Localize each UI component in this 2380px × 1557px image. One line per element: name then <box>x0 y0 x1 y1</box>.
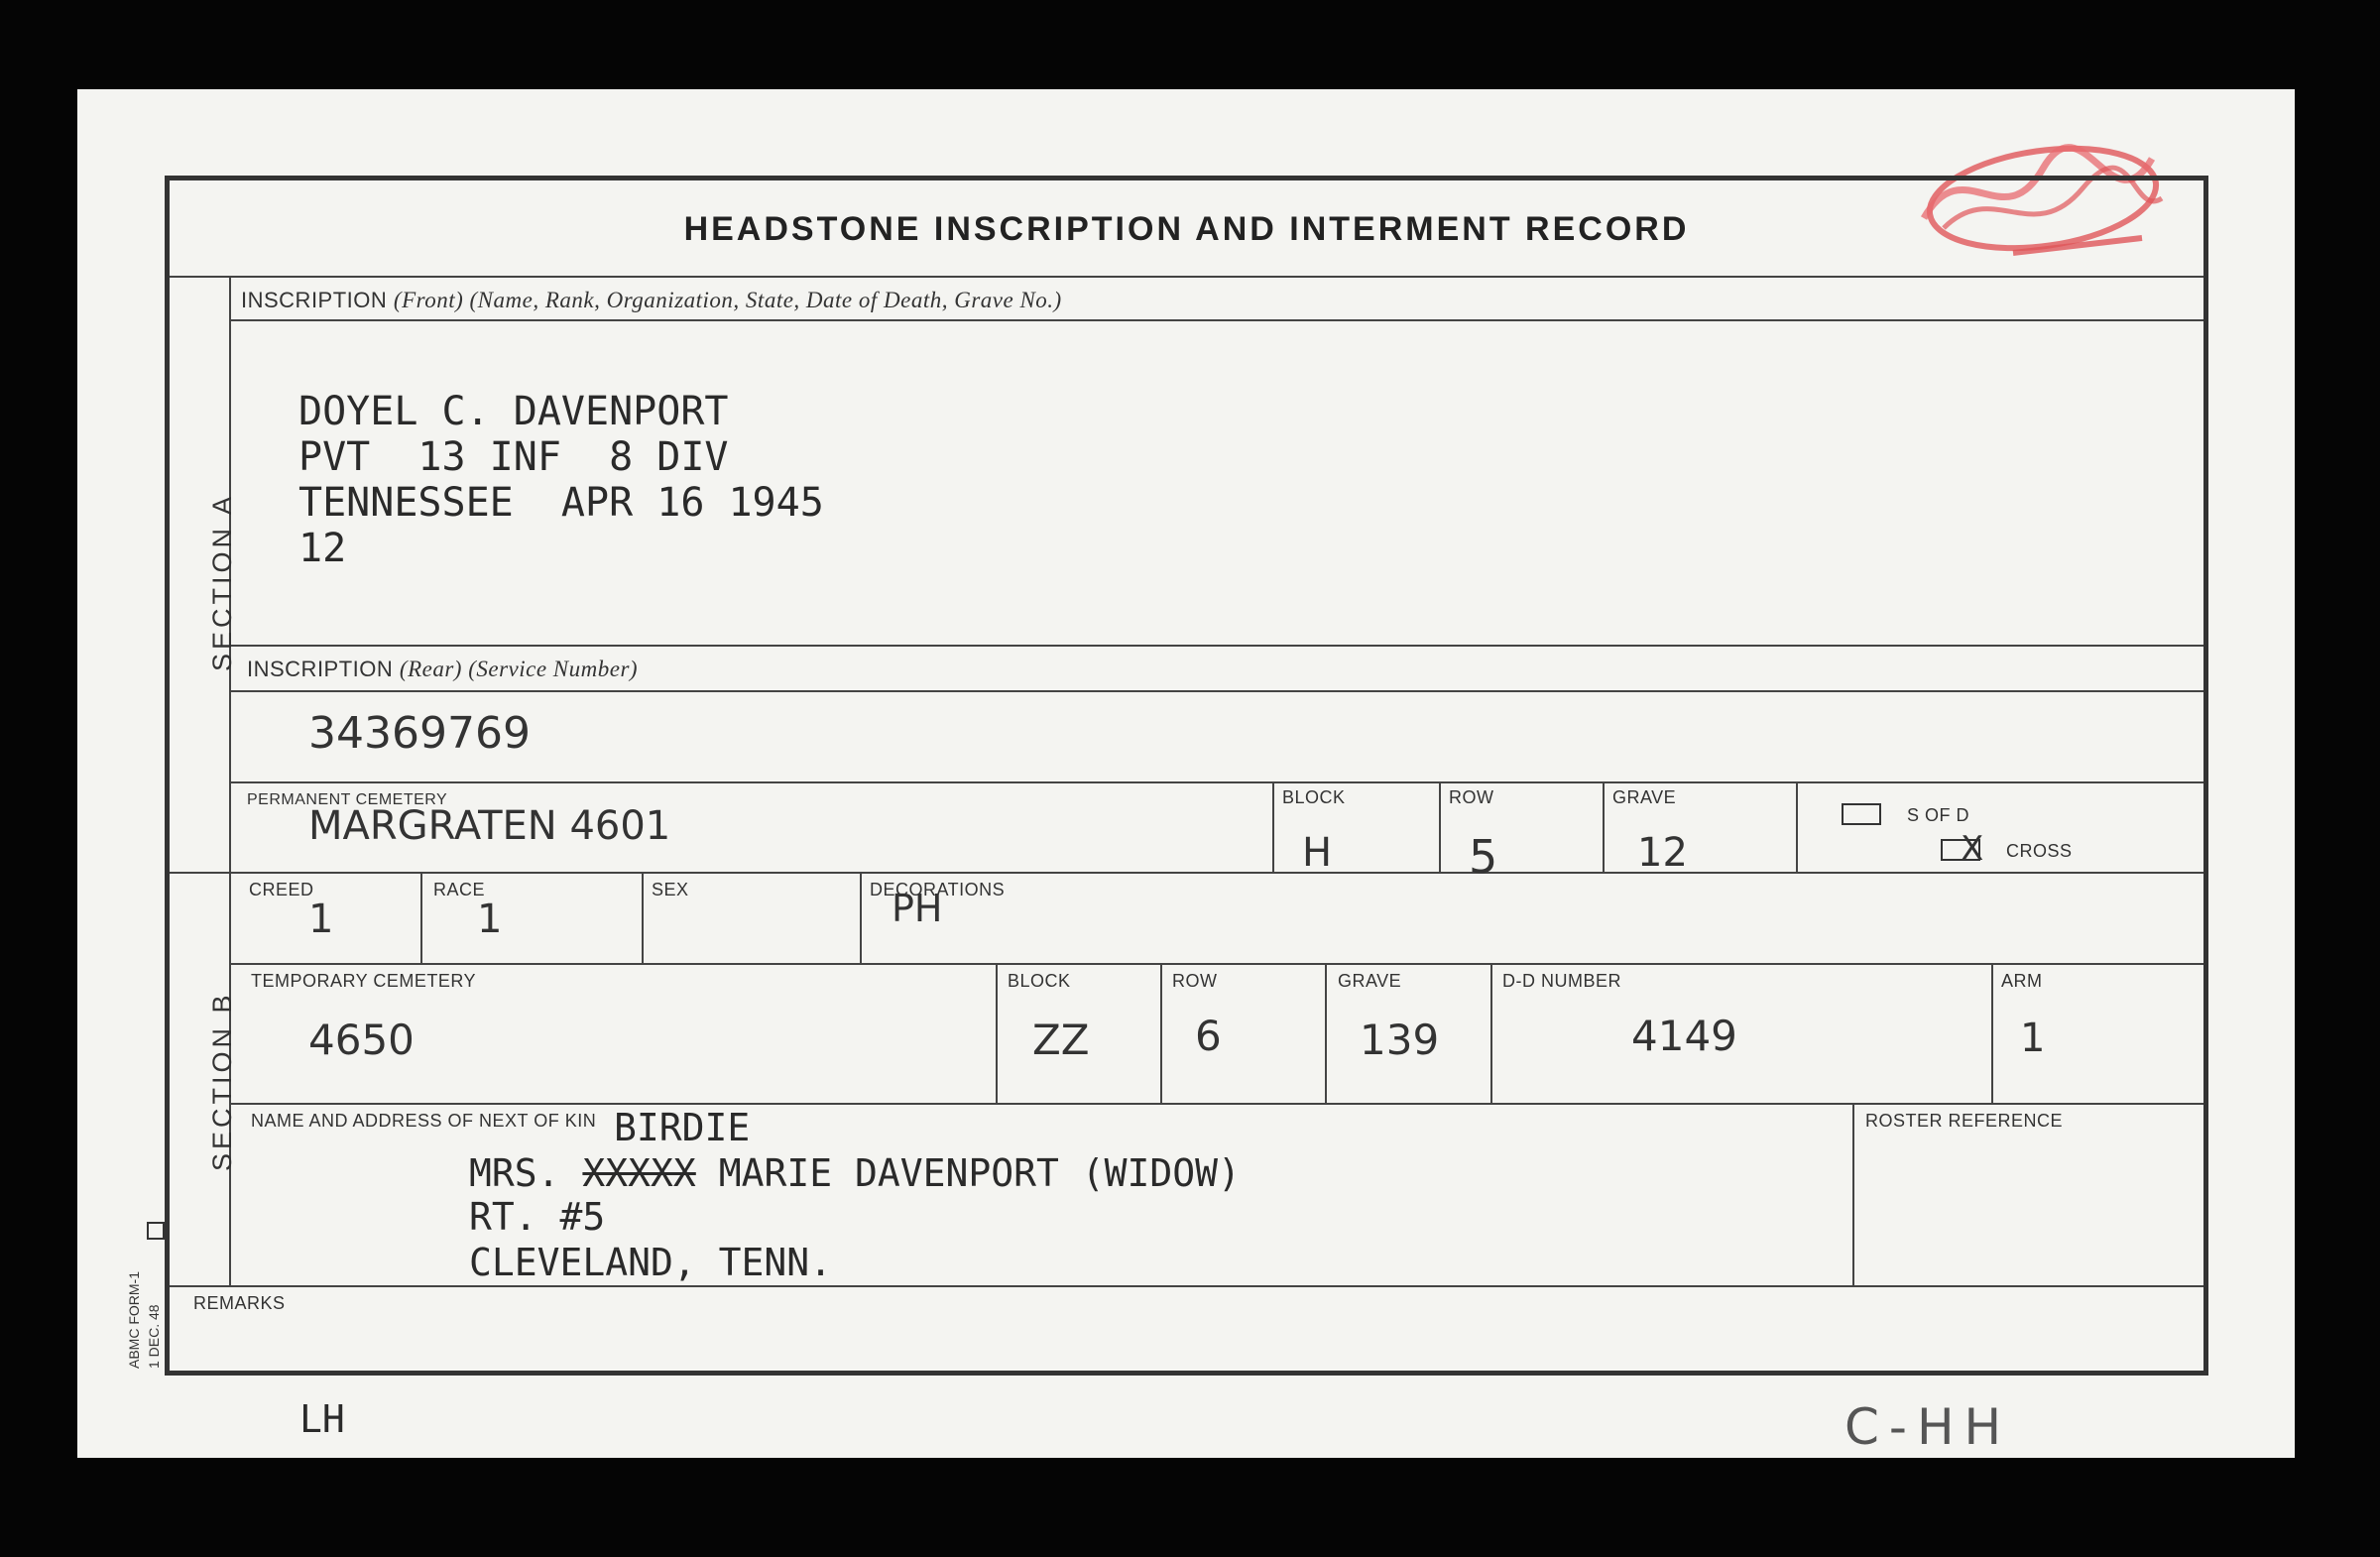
row-label: ROW <box>1449 787 1494 807</box>
s-of-d-checkbox[interactable] <box>1842 803 1881 825</box>
inscription-line-1: DOYEL C. DAVENPORT <box>298 389 729 434</box>
inscription-rear-label: INSCRIPTION (Rear) (Service Number) <box>247 657 639 681</box>
race-value: 1 <box>477 897 503 942</box>
creed-value: 1 <box>308 897 334 942</box>
kin-name-correction: BIRDIE <box>614 1106 751 1149</box>
inscription-line-4: 12 <box>298 526 347 571</box>
creed-label: CREED <box>249 880 314 899</box>
form-date: 1 DEC. 48 <box>146 1304 162 1369</box>
inscription-line-3: TENNESSEE APR 16 1945 <box>298 480 824 526</box>
temp-row-value: 6 <box>1195 1012 1222 1060</box>
kin-line-1: MRS. XXXXX MARIE DAVENPORT (WIDOW) <box>469 1151 1241 1195</box>
kin-line-3: CLEVELAND, TENN. <box>469 1241 833 1284</box>
cross-label: CROSS <box>2006 841 2073 861</box>
arm-value: 1 <box>2020 1016 2046 1061</box>
remarks-label: REMARKS <box>193 1293 286 1313</box>
decorations-label: DECORATIONS <box>870 880 1006 899</box>
temp-block-label: BLOCK <box>1008 971 1071 991</box>
inscription-front-label: INSCRIPTION (Front) (Name, Rank, Organization, State, Date of Death, Grave No.) <box>241 288 1062 312</box>
temp-block-value: ZZ <box>1032 1016 1090 1064</box>
temp-grave-value: 139 <box>1360 1016 1440 1064</box>
block-label: BLOCK <box>1282 787 1346 807</box>
grave-value: 12 <box>1637 830 1688 876</box>
service-number: 34369769 <box>308 708 531 759</box>
roster-reference-label: ROSTER REFERENCE <box>1865 1111 2064 1131</box>
permanent-cemetery-value: MARGRATEN 4601 <box>308 803 671 849</box>
temp-row-label: ROW <box>1172 971 1218 991</box>
form-frame <box>165 176 2208 1376</box>
dd-number-label: D-D NUMBER <box>1502 971 1621 991</box>
race-label: RACE <box>433 880 486 899</box>
temp-grave-label: GRAVE <box>1338 971 1402 991</box>
kin-line-2: RT. #5 <box>469 1195 606 1239</box>
permanent-cemetery-label: PERMANENT CEMETERY <box>247 791 448 808</box>
grave-label: GRAVE <box>1612 787 1677 807</box>
temporary-cemetery-value: 4650 <box>308 1016 415 1064</box>
dd-number-value: 4149 <box>1631 1012 1737 1060</box>
arm-label: ARM <box>2001 971 2043 991</box>
temporary-cemetery-label: TEMPORARY CEMETERY <box>251 971 477 991</box>
bottom-left-initials: LH <box>299 1397 345 1441</box>
s-of-d-label: S OF D <box>1907 805 1970 825</box>
form-code: ABMC FORM-1 <box>126 1271 142 1369</box>
form-title: HEADSTONE INSCRIPTION AND INTERMENT RECORD <box>683 210 1690 248</box>
inscription-line-2: PVT 13 INF 8 DIV <box>298 434 729 480</box>
decorations-value: PH <box>892 887 943 930</box>
cross-check-mark: X <box>1961 829 1984 869</box>
section-a-label: SECTION A <box>207 492 237 671</box>
bottom-right-note: C-HH <box>1844 1398 2012 1456</box>
form-corner-checkbox <box>147 1222 165 1240</box>
next-of-kin-label: NAME AND ADDRESS OF NEXT OF KIN <box>251 1111 597 1131</box>
sex-label: SEX <box>652 880 689 899</box>
row-value: 5 <box>1469 830 1498 884</box>
section-b-label: SECTION B <box>207 991 237 1171</box>
block-value: H <box>1302 830 1333 876</box>
